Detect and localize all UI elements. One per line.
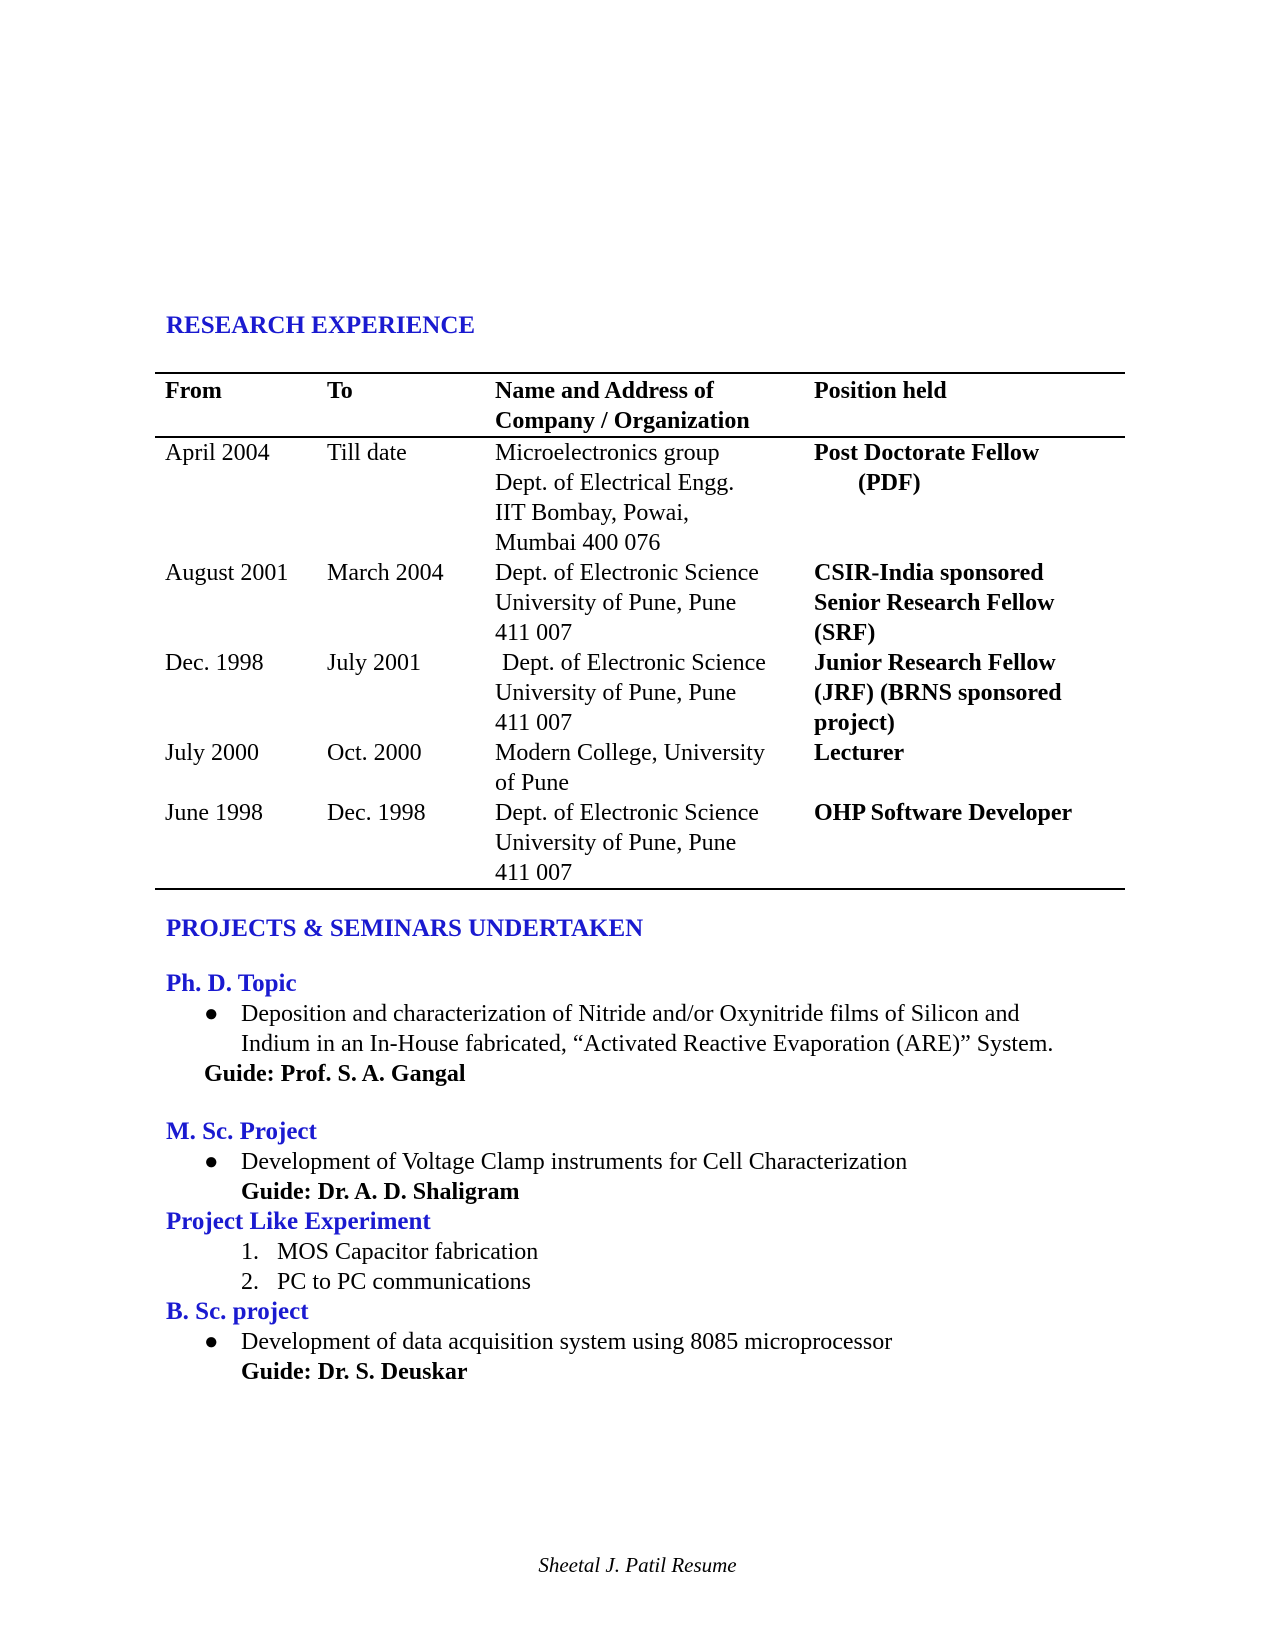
projects-seminars-heading: PROJECTS & SEMINARS UNDERTAKEN [166,915,644,942]
cell-position [804,648,1125,738]
position-line: Lecturer [814,740,905,766]
bullet-icon: ● [204,1329,219,1355]
column-header-to: To [327,378,353,404]
list-item [166,1327,1126,1357]
bullet-icon: ● [204,1149,219,1175]
cell-organization [485,648,804,738]
cell-to: March 2004 [327,560,444,586]
org-line: of Pune [495,770,569,796]
list-item [166,1147,1126,1177]
cell-to: Dec. 1998 [327,800,426,826]
org-line: University of Pune, Pune [495,680,737,706]
research-experience-heading: RESEARCH EXPERIENCE [166,312,476,339]
org-line: Modern College, University [495,740,765,766]
org-line: Dept. of Electronic Science [495,560,759,586]
research-experience-table [155,372,1125,890]
msc-description: Development of Voltage Clamp instruments for Cell Characterization [241,1149,908,1175]
bullet-icon: ● [204,1001,219,1027]
cell-organization [485,437,804,558]
org-line: IIT Bombay, Powai, [495,500,689,526]
cell-organization [485,558,804,648]
org-line: Dept. of Electrical Engg. [495,470,735,496]
position-line: (JRF) (BRNS sponsored [814,680,1062,706]
position-line: project) [814,710,895,736]
org-line: University of Pune, Pune [495,830,737,856]
cell-position [804,738,1125,798]
org-line: Mumbai 400 076 [495,530,661,556]
org-line: University of Pune, Pune [495,590,737,616]
page-footer: Sheetal J. Patil Resume [538,1553,737,1577]
table-row [155,738,1125,798]
msc-project-block [166,1117,1126,1387]
cell-from: April 2004 [165,440,270,466]
position-line: Junior Research Fellow [814,650,1056,676]
position-line: (SRF) [814,620,876,646]
cell-position [804,437,1125,558]
cell-organization [485,798,804,889]
table-row [155,648,1125,738]
list-item [166,1267,1126,1297]
table-row [155,558,1125,648]
position-line: Post Doctorate Fellow [814,440,1040,466]
table-row [155,437,1125,558]
table-header-row [155,373,1125,437]
table-body [155,437,1125,889]
phd-topic-block [166,969,1126,1089]
position-line: (PDF) [858,470,921,496]
list-number: 1. [241,1239,259,1265]
org-line: Dept. of Electronic Science [495,800,759,826]
column-header-from: From [165,378,222,404]
experiment-item: PC to PC communications [277,1269,532,1295]
table-row [155,798,1125,889]
cell-organization [485,738,804,798]
msc-project-title: M. Sc. Project [166,1118,317,1145]
position-line: CSIR-India sponsored [814,560,1044,586]
bsc-project-title: B. Sc. project [166,1298,309,1325]
cell-to: Till date [327,440,407,466]
list-number: 2. [241,1269,259,1295]
project-like-experiment-title: Project Like Experiment [166,1208,431,1235]
cell-to: Oct. 2000 [327,740,422,766]
bsc-description: Development of data acquisition system using 8085 microprocessor [241,1329,893,1355]
column-header-position: Position held [814,378,947,404]
org-line: Microelectronics group [495,440,720,466]
cell-from: June 1998 [165,800,263,826]
list-item [166,999,1126,1059]
phd-guide: Guide: Prof. S. A. Gangal [204,1061,466,1087]
org-line: 411 007 [495,620,573,646]
org-line: Dept. of Electronic Science [502,650,766,676]
cell-to: July 2001 [327,650,422,676]
cell-position [804,558,1125,648]
table-header [155,373,1125,437]
phd-description-line: Indium in an In-House fabricated, “Activated Reactive Evaporation (ARE)” System. [241,1031,1054,1057]
bsc-guide: Guide: Dr. S. Deuskar [241,1359,468,1385]
msc-guide: Guide: Dr. A. D. Shaligram [241,1179,520,1205]
column-header-organization: Name and Address of Company / Organization [495,378,750,434]
experiment-item: MOS Capacitor fabrication [277,1239,539,1265]
org-line: 411 007 [495,710,573,736]
phd-topic-title: Ph. D. Topic [166,970,297,997]
org-line: 411 007 [495,860,573,886]
list-item [166,1237,1126,1267]
cell-position [804,798,1125,889]
cell-from: August 2001 [165,560,289,586]
position-line: Senior Research Fellow [814,590,1055,616]
phd-description-line: Deposition and characterization of Nitride and/or Oxynitride films of Silicon and [241,1001,1020,1027]
cell-from: July 2000 [165,740,260,766]
cell-from: Dec. 1998 [165,650,264,676]
position-line: OHP Software Developer [814,800,1073,826]
